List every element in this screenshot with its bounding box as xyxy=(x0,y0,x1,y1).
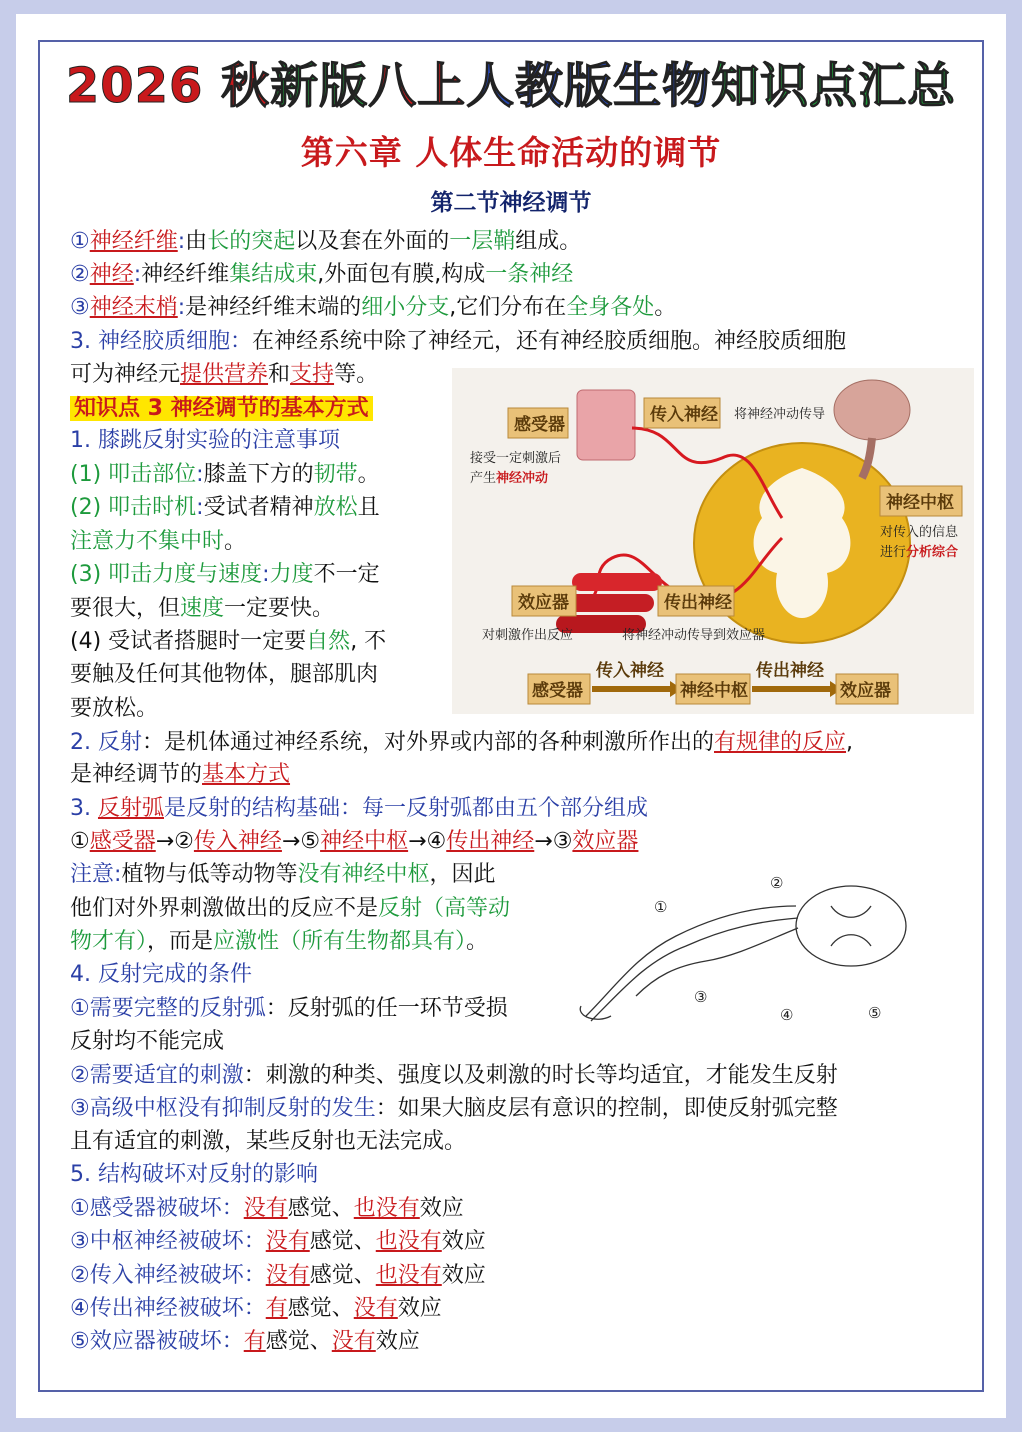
marker-4: ④ xyxy=(780,1008,794,1024)
highlight-label: 知识点 3 神经调节的基本方式 xyxy=(70,396,373,421)
section-title: 第二节神经调节 xyxy=(430,190,592,216)
keyword: 一条神经 xyxy=(485,262,574,287)
text: 效应 xyxy=(441,1263,486,1288)
marker-5: ⑤ xyxy=(868,1006,882,1022)
damage-row xyxy=(70,1293,442,1325)
heading: 4. 反射完成的条件 xyxy=(70,962,252,987)
cond-item xyxy=(70,1026,224,1058)
arc-heading xyxy=(70,793,648,825)
colon: : xyxy=(262,562,270,587)
definition-line xyxy=(70,226,581,258)
keyword: 物才有） xyxy=(70,929,148,954)
knee-item xyxy=(70,559,380,591)
receptor-label: 感受器 xyxy=(514,415,565,434)
respond-caption: 对刺激作出反应 xyxy=(482,627,574,642)
receive-caption xyxy=(470,470,548,485)
page-title xyxy=(0,56,1022,116)
text: ,它们分布在 xyxy=(449,295,567,320)
knee-heading xyxy=(70,425,340,457)
afferent-label: 传入神经 xyxy=(650,405,718,424)
text: 感觉、 xyxy=(287,1296,354,1321)
keyword: 基本方式 xyxy=(202,762,291,787)
seq-term: 传出神经 xyxy=(446,829,535,854)
text: 。 xyxy=(466,929,489,954)
chapter-title: 第六章 人体生命活动的调节 xyxy=(300,133,722,172)
text: 等。 xyxy=(334,362,379,387)
effector-label: 效应器 xyxy=(518,593,569,612)
marker-1: ① xyxy=(654,900,668,916)
label: (2) 叩击时机 xyxy=(70,495,197,520)
title-part: 2026 秋 xyxy=(65,58,271,114)
arc-note xyxy=(70,893,510,925)
keyword: 力度 xyxy=(269,562,314,587)
heading: 2. 反射 xyxy=(70,730,142,755)
keyword: 韧带 xyxy=(313,462,358,487)
colon: : xyxy=(177,295,186,320)
center-caption xyxy=(880,544,958,559)
text: 效应 xyxy=(419,1196,464,1221)
item-number: ① xyxy=(70,229,90,254)
arc-sequence xyxy=(70,826,638,858)
keyword: 提供营养 xyxy=(180,362,269,387)
text: 受试者精神 xyxy=(203,495,314,520)
label: ②传入神经被破坏： xyxy=(70,1263,266,1288)
caption-part: 进行 xyxy=(880,544,907,559)
keyword: 反射（高等动 xyxy=(378,896,511,921)
colon: : xyxy=(196,462,204,487)
damage-row xyxy=(70,1193,464,1225)
definition-line xyxy=(70,259,573,291)
text: 组成。 xyxy=(515,229,582,254)
text: 神经纤维 xyxy=(141,262,230,287)
text: 。 xyxy=(357,462,380,487)
keyword: 也没有 xyxy=(353,1196,420,1221)
heading: 3. 神经胶质细胞： xyxy=(70,329,252,354)
marker-3: ③ xyxy=(694,990,708,1006)
seq-number: →② xyxy=(155,829,194,854)
seq-term: 效应器 xyxy=(572,829,639,854)
reflex-line xyxy=(70,759,290,791)
seq-term: 传入神经 xyxy=(193,829,282,854)
label: ③高级中枢没有抑制反射的发生 xyxy=(70,1096,376,1121)
seq-number: →③ xyxy=(534,829,573,854)
seq-number: →④ xyxy=(408,829,447,854)
label: (1) 叩击部位 xyxy=(70,462,197,487)
item-number: ③ xyxy=(70,295,90,320)
knee-item xyxy=(70,693,158,725)
caption-part: 产生 xyxy=(470,470,497,485)
arc-note xyxy=(70,926,488,958)
cond-item xyxy=(70,1060,838,1092)
caption-keyword: 分析综合 xyxy=(906,544,959,559)
colon: : xyxy=(114,862,122,887)
text: 一定要快。 xyxy=(224,596,335,621)
text: , xyxy=(846,730,854,755)
skin-tissue-icon xyxy=(577,390,635,460)
heading: 3. xyxy=(70,796,98,821)
label: (3) 叩击力度与速度 xyxy=(70,562,263,587)
keyword: 有规律的反应 xyxy=(714,730,847,755)
seq-number: →⑤ xyxy=(281,829,321,854)
knee-item xyxy=(70,459,380,491)
heading: 5. 结构破坏对反射的影响 xyxy=(70,1162,318,1187)
text: 效应 xyxy=(397,1296,442,1321)
keyword: 细小分支 xyxy=(361,295,450,320)
text: 是反射的结构基础：每一反射弧都由五个部分组成 xyxy=(164,796,649,821)
label: ①感受器被破坏： xyxy=(70,1196,244,1221)
keyword: 有 xyxy=(265,1296,288,1321)
transmit-caption: 将神经冲动传导 xyxy=(734,406,826,421)
text: 可为神经元 xyxy=(70,362,181,387)
marker-2: ② xyxy=(770,876,784,892)
reflex-arc-illustration xyxy=(452,368,974,714)
text: 不一定 xyxy=(313,562,380,587)
flow-center: 神经中枢 xyxy=(680,681,748,700)
term: 神经末梢 xyxy=(89,295,178,320)
text: ：如果大脑皮层有意识的控制，即使反射弧完整 xyxy=(375,1096,838,1121)
text: ：反射弧的任一环节受损 xyxy=(265,996,508,1021)
text: 由 xyxy=(185,229,208,254)
title-part: 八上 xyxy=(368,58,467,114)
text: ：刺激的种类、强度以及刺激的时长等均适宜，才能发生反射 xyxy=(243,1063,838,1088)
keyword: 自然 xyxy=(306,629,351,654)
text: 要触及任何其他物体，腿部肌肉 xyxy=(70,662,379,687)
text: 。 xyxy=(224,529,247,554)
keyword: 速度 xyxy=(180,596,225,621)
caption-keyword: 神经冲动 xyxy=(496,470,549,485)
title-part: 新版 xyxy=(270,58,369,114)
text: (4) 受试者搭腿时一定要 xyxy=(70,629,307,654)
text: ，而是 xyxy=(147,929,214,954)
keyword: 也没有 xyxy=(375,1229,442,1254)
colon: : xyxy=(196,495,204,520)
keyword: 没有 xyxy=(331,1329,376,1354)
keyword: 没有 xyxy=(353,1296,398,1321)
text: 要很大，但 xyxy=(70,596,181,621)
text: 要放松。 xyxy=(70,696,159,721)
colon: : xyxy=(177,229,186,254)
glia-line xyxy=(70,326,846,358)
keyword: 集结成束 xyxy=(229,262,318,287)
text: ：是机体通过神经系统，对外界或内部的各种刺激所作出的 xyxy=(141,730,714,755)
damage-heading xyxy=(70,1159,318,1191)
keyword: 没有 xyxy=(265,1263,310,1288)
text: 感觉、 xyxy=(309,1229,376,1254)
damage-row xyxy=(70,1226,486,1258)
definition-line xyxy=(70,292,676,324)
spinal-section-icon xyxy=(796,886,906,966)
keyword: 支持 xyxy=(290,362,335,387)
seq-term: 神经中枢 xyxy=(320,829,409,854)
text: 他们对外界刺激做出的反应不是 xyxy=(70,896,379,921)
reflex-arc-line-drawing xyxy=(576,866,910,1026)
text: 感觉、 xyxy=(287,1196,354,1221)
keyword: 有 xyxy=(243,1329,266,1354)
glia-line xyxy=(70,359,378,391)
keyword: 没有 xyxy=(265,1229,310,1254)
knee-item xyxy=(70,626,386,658)
text: 是神经调节的 xyxy=(70,762,203,787)
keyword: 注意力不集中时 xyxy=(70,529,225,554)
damage-row xyxy=(70,1260,486,1292)
term: 神经纤维 xyxy=(89,229,178,254)
keyword: 应激性（所有生物都具有） xyxy=(213,929,467,954)
knee-item xyxy=(70,593,334,625)
knee-item xyxy=(70,492,380,524)
text: 感觉、 xyxy=(265,1329,332,1354)
text: 是神经纤维末端的 xyxy=(185,295,362,320)
keyword: 没有 xyxy=(243,1196,288,1221)
term: 神经 xyxy=(89,262,134,287)
text: 在神经系统中除了神经元，还有神经胶质细胞。神经胶质细胞 xyxy=(251,329,846,354)
keyword: 没有神经中枢 xyxy=(297,862,430,887)
knee-item xyxy=(70,526,246,558)
knee-item xyxy=(70,659,378,691)
text: 感觉、 xyxy=(309,1263,376,1288)
receive-caption: 接受一定刺激后 xyxy=(470,450,562,465)
flow-receptor: 感受器 xyxy=(532,681,583,700)
knowledge-point-heading xyxy=(70,393,373,425)
arc-note xyxy=(70,859,495,891)
heading: 1. 膝跳反射实验的注意事项 xyxy=(70,428,340,453)
to-effector-caption: 将神经冲动传导到效应器 xyxy=(622,627,766,642)
label: ⑤效应器被破坏： xyxy=(70,1329,244,1354)
text: , 不 xyxy=(350,629,387,654)
text: ,外面包有膜,构成 xyxy=(317,262,486,287)
keyword: 全身各处 xyxy=(566,295,655,320)
label: ①需要完整的反射弧 xyxy=(70,996,266,1021)
flow-afferent: 传入神经 xyxy=(596,661,664,680)
text: 且有适宜的刺激，某些反射也无法完成。 xyxy=(70,1129,467,1154)
keyword: 长的突起 xyxy=(207,229,296,254)
efferent-label: 传出神经 xyxy=(664,593,732,612)
center-label: 神经中枢 xyxy=(886,493,954,512)
text: 。 xyxy=(654,295,677,320)
flow-effector: 效应器 xyxy=(840,681,891,700)
label: ④传出神经被破坏： xyxy=(70,1296,266,1321)
title-part: 人教版生物 xyxy=(466,58,712,114)
text: ，因此 xyxy=(429,862,496,887)
seq-number: ① xyxy=(70,829,90,854)
damage-row xyxy=(70,1326,420,1358)
flow-efferent: 传出神经 xyxy=(756,661,824,680)
text: 膝盖下方的 xyxy=(203,462,314,487)
keyword: 放松 xyxy=(313,495,358,520)
text: 植物与低等动物等 xyxy=(121,862,298,887)
keyword: 也没有 xyxy=(375,1263,442,1288)
title-part: 知识点汇总 xyxy=(711,58,957,114)
keyword: 一层鞘 xyxy=(449,229,516,254)
text: 效应 xyxy=(441,1229,486,1254)
seq-term: 感受器 xyxy=(89,829,156,854)
brain-icon xyxy=(834,380,910,440)
text: 以及套在外面的 xyxy=(295,229,450,254)
text: 和 xyxy=(268,362,291,387)
label: ②需要适宜的刺激 xyxy=(70,1063,244,1088)
center-caption: 对传入的信息 xyxy=(880,524,959,539)
cond-item xyxy=(70,1093,838,1125)
grey-matter-icon xyxy=(831,906,871,946)
cond-heading xyxy=(70,959,252,991)
term: 反射弧 xyxy=(97,796,164,821)
label: ③中枢神经被破坏： xyxy=(70,1229,266,1254)
cond-item xyxy=(70,993,508,1025)
note-label: 注意 xyxy=(70,862,115,887)
text: 且 xyxy=(357,495,380,520)
colon: : xyxy=(133,262,142,287)
cond-item xyxy=(70,1126,466,1158)
item-number: ② xyxy=(70,262,90,287)
text: 反射均不能完成 xyxy=(70,1029,225,1054)
nerve-path-icon xyxy=(636,928,798,996)
reflex-line xyxy=(70,727,853,759)
text: 效应 xyxy=(375,1329,420,1354)
